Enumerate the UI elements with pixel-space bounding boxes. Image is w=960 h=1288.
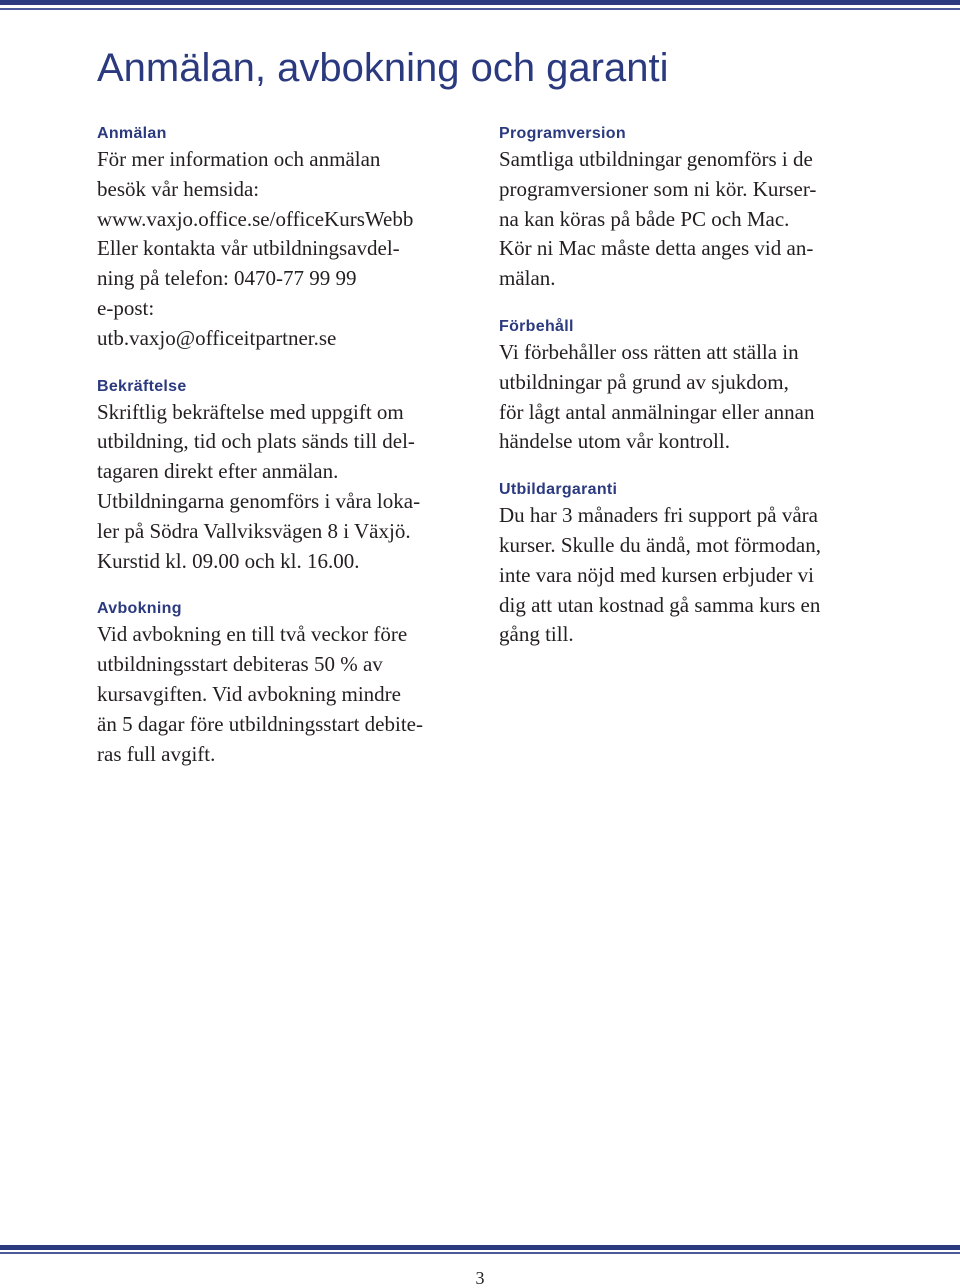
- section-bekraftelse: [97, 376, 467, 577]
- section-heading-bekraftelse: Bekräftelse: [97, 377, 187, 395]
- body-line: för lågt antal anmälningar eller annan: [499, 399, 815, 424]
- website-link[interactable]: www.vaxjo.office.se/officeKursWebb: [97, 206, 414, 231]
- body-line: händelse utom vår kontroll.: [499, 429, 730, 454]
- body-line: Du har 3 månaders fri support på våra: [499, 503, 818, 528]
- body-line: e-post:: [97, 295, 155, 320]
- body-line: besök vår hemsida:: [97, 176, 260, 201]
- body-line: inte vara nöjd med kursen erbjuder vi: [499, 562, 814, 587]
- body-line: Utbildningarna genomförs i våra loka-: [97, 488, 421, 513]
- body-line: Vid avbokning en till två veckor före: [97, 622, 408, 647]
- section-utbildargaranti: [499, 479, 869, 650]
- body-line: Samtliga utbildningar genomförs i de: [499, 147, 813, 171]
- body-line: kurser. Skulle du ändå, mot förmodan,: [499, 532, 821, 557]
- body-line: gång till.: [499, 622, 574, 647]
- body-line: ras full avgift.: [97, 741, 216, 766]
- section-heading-utbildargaranti: Utbildargaranti: [499, 481, 618, 499]
- section-forbehall: [499, 316, 869, 457]
- section-avbokning: [97, 598, 467, 769]
- body-line: För mer information och anmälan: [97, 147, 381, 171]
- body-line: utbildning, tid och plats sänds till del-: [97, 429, 415, 454]
- body-line: Vi förbehåller oss rätten att ställa in: [499, 339, 799, 364]
- top-border-bar: [0, 0, 960, 5]
- body-line: mälan.: [499, 266, 556, 291]
- section-heading-anmalan: Anmälan: [97, 125, 167, 142]
- body-line: än 5 dagar före utbildningsstart debite-: [97, 711, 423, 736]
- body-line: utbildningsstart debiteras 50 % av: [97, 652, 383, 677]
- bottom-border-rule: [0, 1252, 960, 1254]
- body-line: Eller kontakta vår utbildningsavdel-: [97, 236, 400, 261]
- body-line: Skriftlig bekräftelse med uppgift om: [97, 399, 404, 424]
- body-line: ler på Södra Vallviksvägen 8 i Växjö.: [97, 518, 411, 543]
- page-number: 3: [475, 1268, 485, 1288]
- right-column: [499, 123, 869, 672]
- top-border-rule: [0, 8, 960, 10]
- body-line: programversioner som ni kör. Kurser-: [499, 176, 817, 201]
- body-line: Kurstid kl. 09.00 och kl. 16.00.: [97, 548, 360, 573]
- phone-line: ning på telefon: 0470-77 99 99: [97, 266, 357, 291]
- section-anmalan: [97, 123, 467, 354]
- body-line: Kör ni Mac måste detta anges vid an-: [499, 236, 814, 261]
- body-line: dig att utan kostnad gå samma kurs en: [499, 592, 821, 617]
- email-link[interactable]: utb.vaxjo@officeitpartner.se: [97, 325, 337, 350]
- body-line: tagaren direkt efter anmälan.: [97, 459, 339, 484]
- left-column: [97, 123, 467, 791]
- body-line: utbildningar på grund av sjukdom,: [499, 369, 789, 394]
- body-line: kursavgiften. Vid avbokning mindre: [97, 681, 401, 706]
- section-heading-programversion: Programversion: [499, 125, 626, 142]
- page-title: Anmälan, avbokning och garanti: [97, 46, 669, 90]
- section-heading-forbehall: Förbehåll: [499, 317, 574, 335]
- section-heading-avbokning: Avbokning: [97, 600, 182, 618]
- body-line: na kan köras på både PC och Mac.: [499, 206, 790, 231]
- bottom-border-bar: [0, 1245, 960, 1250]
- section-programversion: [499, 123, 869, 294]
